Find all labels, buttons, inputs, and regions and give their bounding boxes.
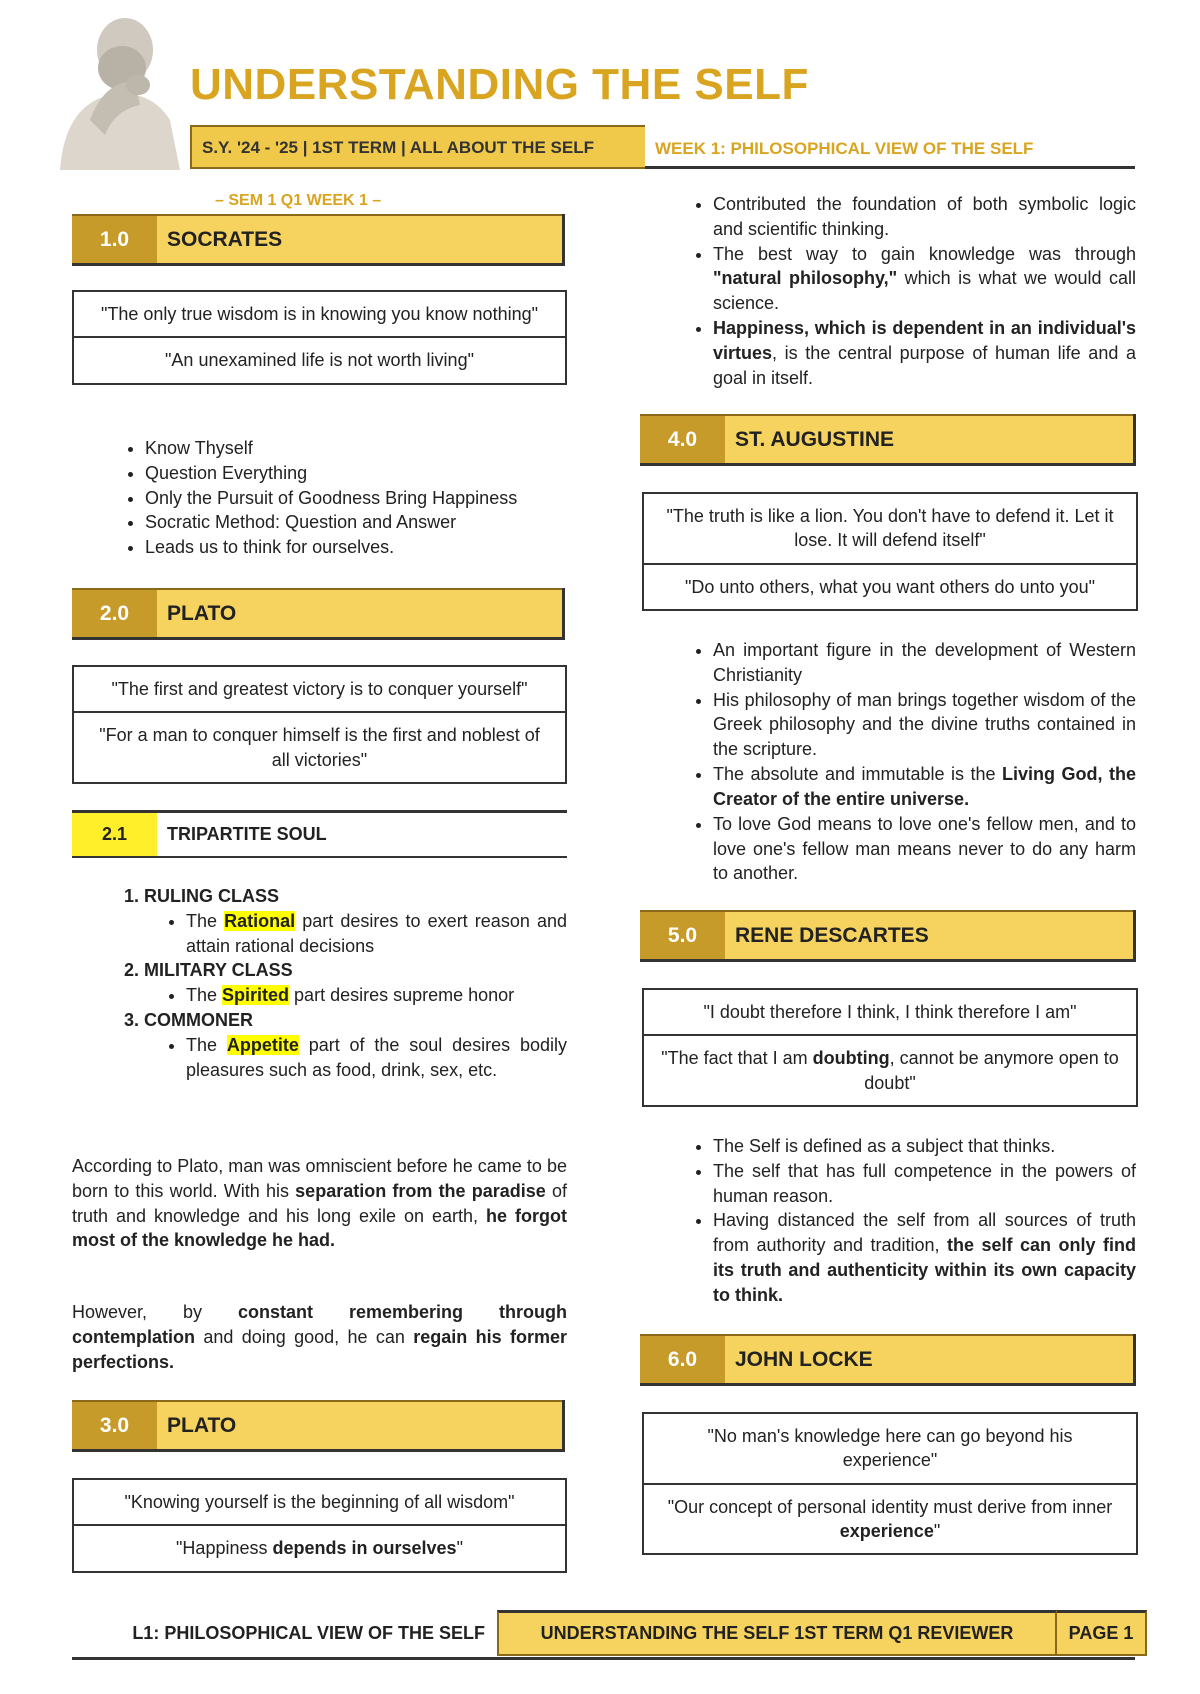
section-number: 5.0 xyxy=(640,910,725,959)
section-augustine xyxy=(640,414,1136,466)
subsection-number: 2.1 xyxy=(72,813,157,856)
list-item: • The best way to gain knowledge was through "natural philosophy," which is what we would call science. xyxy=(713,242,1136,316)
list-item: 1. RULING CLASS • The Rational part desires to exert reason and attain rational decisions xyxy=(144,884,567,958)
plato-paragraph-1: According to Plato, man was omniscient before he came to be born to this world. With his separation from the paradise of truth and knowledge and his long exile on earth, he forgot most of the knowledge he had. xyxy=(72,1156,567,1251)
list-item: • Leads us to think for ourselves. xyxy=(145,535,572,560)
list-item: • The Self is defined as a subject that thinks. xyxy=(713,1134,1136,1159)
quote: "No man's knowledge here can go beyond his experience" xyxy=(707,1426,1073,1471)
list-item: • Question Everything xyxy=(145,461,572,486)
page-title: UNDERSTANDING THE SELF xyxy=(190,60,809,109)
plato-paragraph-2: However, by constant remembering through contemplation and doing good, he can regain his former perfections. xyxy=(72,1302,567,1372)
quote: "The fact that I am doubting, cannot be anymore open to doubt" xyxy=(644,1034,1136,1105)
tripartite-list xyxy=(72,884,567,1083)
quote: "Our concept of personal identity must derive from inner experience" xyxy=(644,1483,1136,1554)
section-number: 3.0 xyxy=(72,1400,157,1449)
quote: "Knowing yourself is the beginning of all wisdom" xyxy=(124,1492,515,1512)
list-item: • His philosophy of man brings together wisdom of the Greek philosophy and the divine truths contained in the scripture. xyxy=(713,688,1136,762)
list-item: • To love God means to love one's fellow men, and to love one's fellow man means never to do any harm to another. xyxy=(713,812,1136,886)
quote: "The first and greatest victory is to conquer yourself" xyxy=(111,679,528,699)
section-plato xyxy=(72,588,565,640)
quote-box-augustine xyxy=(642,492,1138,611)
subsection-title: TRIPARTITE SOUL xyxy=(167,824,327,844)
aristotle-bullets xyxy=(640,192,1136,391)
section-number: 6.0 xyxy=(640,1334,725,1383)
section-socrates xyxy=(72,214,565,266)
quote: "An unexamined life is not worth living" xyxy=(74,336,565,382)
section-title: RENE DESCARTES xyxy=(725,910,1133,959)
list-item: 2. MILITARY CLASS • The Spirited part desires supreme honor xyxy=(144,958,567,1008)
quote: "I doubt therefore I think, I think therefore I am" xyxy=(703,1002,1077,1022)
school-year-banner: S.Y. '24 - '25 | 1ST TERM | ALL ABOUT THE SELF xyxy=(190,125,645,169)
section-plato-2 xyxy=(72,1400,565,1452)
section-title: ST. AUGUSTINE xyxy=(725,414,1133,463)
list-item: • Contributed the foundation of both symbolic logic and scientific thinking. xyxy=(713,192,1136,242)
quote-box-plato xyxy=(72,665,567,784)
week-label: WEEK 1: PHILOSOPHICAL VIEW OF THE SELF xyxy=(645,125,1135,169)
page-footer xyxy=(72,1610,1147,1656)
philosopher-statue-icon xyxy=(30,10,185,170)
page-number: PAGE 1 xyxy=(1057,1610,1147,1656)
section-title: PLATO xyxy=(157,588,562,637)
list-item: • The self that has full competence in the powers of human reason. xyxy=(713,1159,1136,1209)
socrates-bullets xyxy=(72,436,572,560)
section-locke xyxy=(640,1334,1136,1386)
quote: "For a man to conquer himself is the first and noblest of all victories" xyxy=(74,711,565,782)
section-title: SOCRATES xyxy=(157,214,562,263)
subsection-tripartite xyxy=(72,810,567,858)
section-title: JOHN LOCKE xyxy=(725,1334,1133,1383)
sem-label: – SEM 1 Q1 WEEK 1 – xyxy=(215,192,382,209)
section-number: 4.0 xyxy=(640,414,725,463)
section-number: 1.0 xyxy=(72,214,157,263)
list-item: • Having distanced the self from all sources of truth from authority and tradition, the self can only find its truth and authenticity within its own capacity to think. xyxy=(713,1208,1136,1307)
augustine-bullets xyxy=(640,638,1136,886)
list-item: 3. COMMONER • The Appetite part of the soul desires bodily pleasures such as food, drink, sex, etc. xyxy=(144,1008,567,1082)
footer-reviewer-title: UNDERSTANDING THE SELF 1ST TERM Q1 REVIEWER xyxy=(497,1610,1057,1656)
list-item: • An important figure in the development of Western Christianity xyxy=(713,638,1136,688)
quote-box-locke xyxy=(642,1412,1138,1555)
descartes-bullets xyxy=(640,1134,1136,1308)
quote: "Do unto others, what you want others do unto you" xyxy=(644,563,1136,609)
footer-divider xyxy=(72,1657,1135,1660)
list-item: • The absolute and immutable is the Living God, the Creator of the entire universe. xyxy=(713,762,1136,812)
footer-lesson: L1: PHILOSOPHICAL VIEW OF THE SELF xyxy=(132,1622,485,1643)
quote-box-descartes xyxy=(642,988,1138,1107)
quote-box-plato-2 xyxy=(72,1478,567,1573)
list-item: • Know Thyself xyxy=(145,436,572,461)
section-number: 2.0 xyxy=(72,588,157,637)
list-item: • Socratic Method: Question and Answer xyxy=(145,510,572,535)
section-title: PLATO xyxy=(157,1400,562,1449)
section-descartes xyxy=(640,910,1136,962)
quote: "The truth is like a lion. You don't have to defend it. Let it lose. It will defend itself" xyxy=(666,506,1114,551)
quote: "Happiness depends in ourselves" xyxy=(74,1524,565,1570)
list-item: • Happiness, which is dependent in an individual's virtues, is the central purpose of human life and a goal in itself. xyxy=(713,316,1136,390)
quote: "The only true wisdom is in knowing you know nothing" xyxy=(100,304,538,324)
quote-box-socrates xyxy=(72,290,567,385)
list-item: • Only the Pursuit of Goodness Bring Happiness xyxy=(145,486,572,511)
